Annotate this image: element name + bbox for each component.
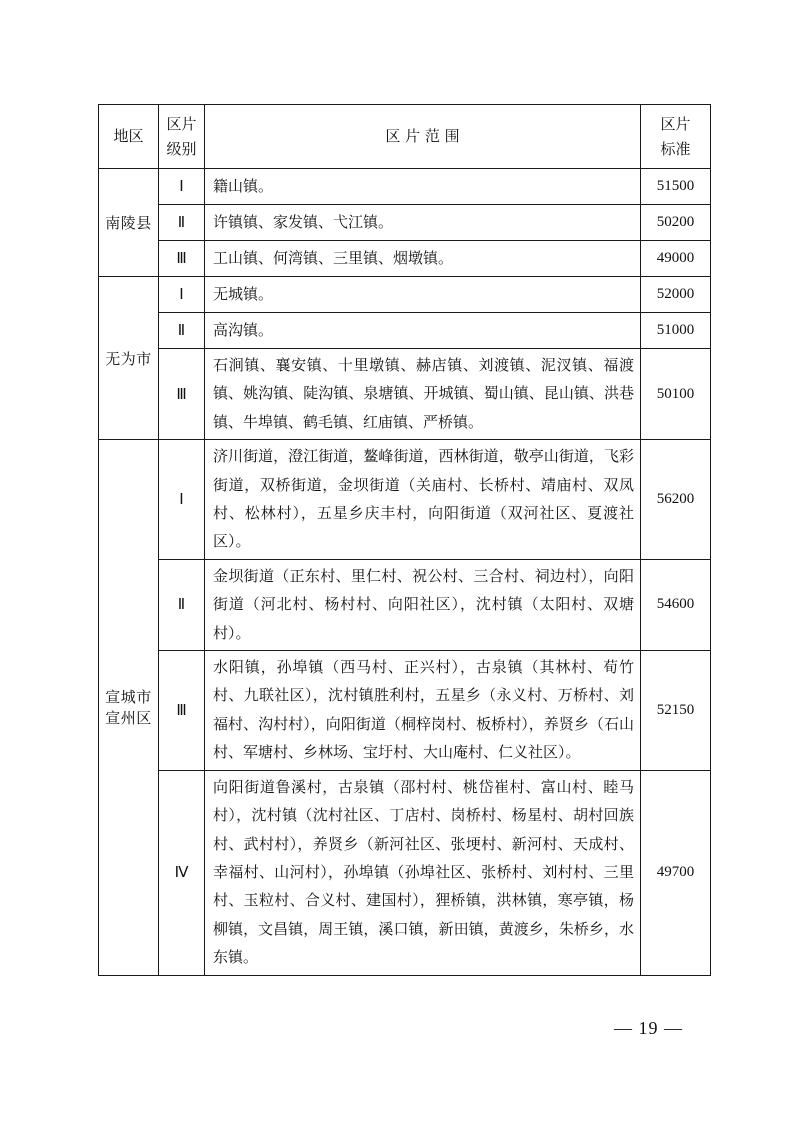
level-cell: Ⅲ (159, 651, 205, 771)
standard-cell: 52150 (641, 651, 711, 771)
level-cell: Ⅱ (159, 559, 205, 650)
region-cell: 无为市 (99, 277, 159, 440)
table-row (99, 559, 711, 650)
range-cell: 石涧镇、襄安镇、十里墩镇、赫店镇、刘渡镇、泥汊镇、福渡镇、姚沟镇、陡沟镇、泉塘镇、开城镇、蜀山镇、昆山镇、洪巷镇、牛埠镇、鹤毛镇、红庙镇、严桥镇。 (205, 349, 641, 440)
standard-cell: 51500 (641, 169, 711, 205)
header-level: 区片 级别 (159, 105, 205, 169)
level-cell: Ⅲ (159, 241, 205, 277)
standard-cell: 50100 (641, 349, 711, 440)
table-row (99, 440, 711, 560)
level-cell: Ⅱ (159, 313, 205, 349)
table-row (99, 313, 711, 349)
standard-cell: 54600 (641, 559, 711, 650)
range-cell: 无城镇。 (205, 277, 641, 313)
level-cell: Ⅰ (159, 277, 205, 313)
header-standard: 区片 标准 (641, 105, 711, 169)
header-region: 地区 (99, 105, 159, 169)
range-cell: 金坝街道（正东村、里仁村、祝公村、三合村、祠边村），向阳街道（河北村、杨村村、向阳社区），沈村镇（太阳村、双塘村）。 (205, 559, 641, 650)
level-cell: Ⅰ (159, 169, 205, 205)
standard-cell: 49700 (641, 770, 711, 975)
land-price-table (98, 104, 711, 976)
level-cell: Ⅲ (159, 349, 205, 440)
range-cell: 济川街道，澄江街道，鳌峰街道，西林街道，敬亭山街道，飞彩街道，双桥街道，金坝街道（关庙村、长桥村、靖庙村、双凤村、松林村），五星乡庆丰村，向阳街道（双河社区、夏渡社区）。 (205, 440, 641, 560)
table-row (99, 169, 711, 205)
table-row (99, 241, 711, 277)
range-cell: 高沟镇。 (205, 313, 641, 349)
standard-cell: 49000 (641, 241, 711, 277)
standard-cell: 52000 (641, 277, 711, 313)
table-row (99, 349, 711, 440)
standard-cell: 50200 (641, 205, 711, 241)
range-cell: 许镇镇、家发镇、弋江镇。 (205, 205, 641, 241)
range-cell: 水阳镇，孙埠镇（西马村、正兴村），古泉镇（其林村、荀竹村、九联社区），沈村镇胜利村，五星乡（永义村、万桥村、刘福村、沟村村），向阳街道（桐梓岗村、板桥村），养贤乡（石山村、军塘村、乡林场、宝圩村、大山庵村、仁义社区）。 (205, 651, 641, 771)
table-row (99, 651, 711, 771)
table-header-row (99, 105, 711, 169)
page-number: — 19 — (614, 1018, 683, 1038)
header-range: 区 片 范 围 (205, 105, 641, 169)
region-cell: 南陵县 (99, 169, 159, 277)
level-cell: Ⅳ (159, 770, 205, 975)
table-row (99, 277, 711, 313)
level-cell: Ⅱ (159, 205, 205, 241)
table-row (99, 770, 711, 975)
range-cell: 工山镇、何湾镇、三里镇、烟墩镇。 (205, 241, 641, 277)
standard-cell: 51000 (641, 313, 711, 349)
region-cell: 宣城市 宣州区 (99, 440, 159, 975)
table-row (99, 205, 711, 241)
range-cell: 籍山镇。 (205, 169, 641, 205)
standard-cell: 56200 (641, 440, 711, 560)
level-cell: Ⅰ (159, 440, 205, 560)
range-cell: 向阳街道鲁溪村，古泉镇（邵村村、桃岱崔村、富山村、睦马村），沈村镇（沈村社区、丁店村、岗桥村、杨星村、胡村回族村、武村村），养贤乡（新河社区、张埂村、新河村、天成村、幸福村、山河村），孙埠镇（孙埠社区、张桥村、刘村村、三里村、玉粒村、合义村、建国村），狸桥镇，洪林镇，寒亭镇，杨柳镇，文昌镇，周王镇，溪口镇，新田镇，黄渡乡，朱桥乡，水东镇。 (205, 770, 641, 975)
